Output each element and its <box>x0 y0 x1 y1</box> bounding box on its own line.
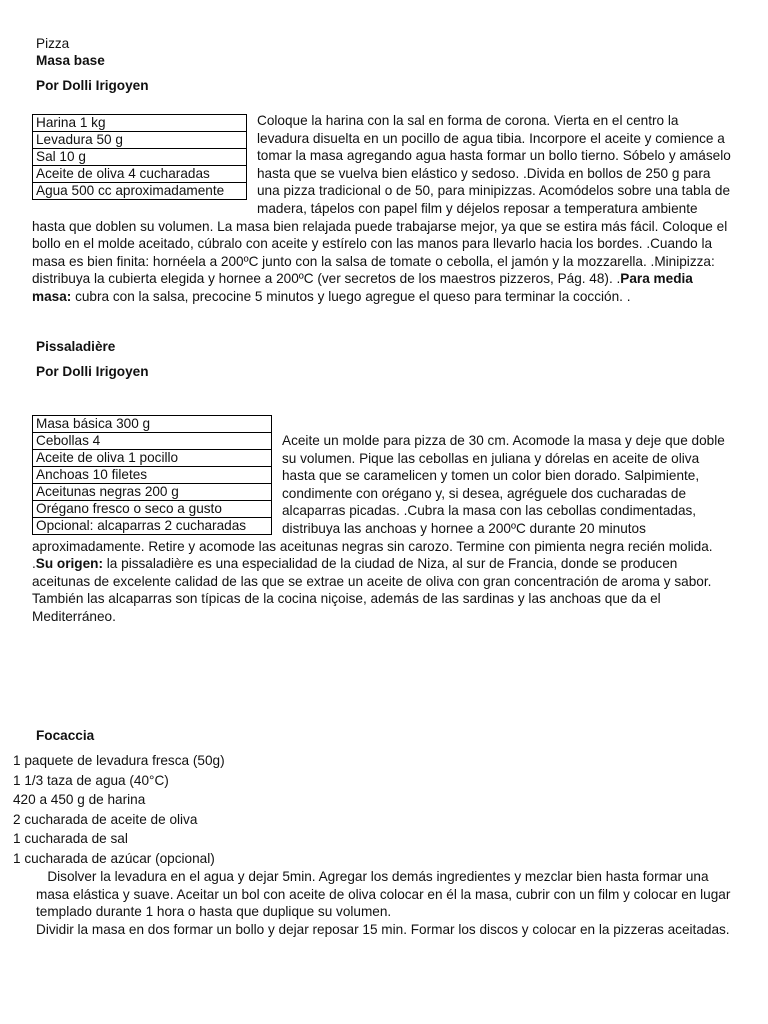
pissaladiere-title: Pissaladière <box>36 339 116 354</box>
list-item: 1 cucharada de sal <box>13 831 128 846</box>
pizza-recipe <box>32 112 732 306</box>
ingredient-cell: Aceite de oliva 1 pocillo <box>33 450 272 467</box>
ingredient-cell: Opcional: alcaparras 2 cucharadas <box>33 518 272 535</box>
table-row <box>33 132 247 149</box>
list-item: 1 cucharada de azúcar (opcional) <box>13 850 215 866</box>
ingredient-cell: Levadura 50 g <box>33 132 247 149</box>
ingredient-cell: Orégano fresco o seco a gusto <box>33 501 272 518</box>
focaccia-paragraph-2: Dividir la masa en dos formar un bollo y dejar reposar 15 min. Formar los discos y colocar en la pizzeras aceitadas. <box>36 921 730 937</box>
pizza-header <box>36 35 736 94</box>
list-item: 1 paquete de levadura fresca (50g) <box>13 753 225 768</box>
pissaladiere-note-text: la pissaladière es una especialidad de la ciudad de Niza, al sur de Francia, donde se producen aceitunas de excelente calidad de las que se extrae un aceite de oliva con gran concentración de aroma y sabor. También las alcaparras son típicas de la cocina niçoise, además de las sardinas y las anchoas que da el Mediterráneo. <box>32 556 712 624</box>
pizza-category: Pizza <box>36 36 70 51</box>
table-row <box>33 115 247 132</box>
table-row <box>33 183 247 200</box>
pissaladiere-ingredients-table <box>32 415 272 535</box>
ingredient-cell: Harina 1 kg <box>33 115 247 132</box>
focaccia-title: Focaccia <box>36 728 95 743</box>
ingredient-cell: Masa básica 300 g <box>33 416 272 433</box>
list-item: 420 a 450 g de harina <box>13 792 146 807</box>
table-row <box>33 416 272 433</box>
list-item: 1 1/3 taza de agua (40°C) <box>13 772 169 788</box>
ingredient-cell: Anchoas 10 filetes <box>33 467 272 484</box>
pizza-title: Masa base <box>36 53 105 68</box>
ingredient-cell: Cebollas 4 <box>33 433 272 450</box>
table-row <box>33 467 272 484</box>
table-row <box>33 450 272 467</box>
ingredient-cell: Aceite de oliva 4 cucharadas <box>33 166 247 183</box>
pissaladiere-instructions: Aceite un molde para pizza de 30 cm. Acomode la masa y deje que doble su volumen. Pique las cebollas en juliana y dórelas en aceite de oliva hasta que se caramelicen y tomen un color bien dorado. Salpimiente, condimente con orégano y, si desea, agréguele dos cucharadas de alcaparras picadas. .Cubra la masa con las cebollas condimentadas, distribuya las anchoas y hornee a 200ºC durante 20 minutos aproximadamente. Retire y acomode las aceitunas negras sin carozo. Termine con pimienta negra recién molida. . <box>32 433 725 572</box>
pissaladiere-recipe <box>32 413 732 626</box>
focaccia-paragraph-1: Disolver la levadura en el agua y dejar 5min. Agregar los demás ingredientes y mezclar bien hasta formar una masa elástica y suave. Aceitar un bol con aceite de oliva colocar en él la masa, cubrir con un film y colocar en lugar templado durante 1 hora o hasta que duplique su volumen. <box>36 869 735 920</box>
table-row <box>33 433 272 450</box>
table-row <box>33 501 272 518</box>
pissaladiere-note-label: Su origen: <box>35 556 103 572</box>
list-item: 2 cucharada de aceite de oliva <box>13 811 198 827</box>
focaccia-instructions <box>36 868 734 938</box>
table-row <box>33 484 272 501</box>
pizza-ingredients-table <box>32 114 247 200</box>
pizza-note-text: cubra con la salsa, precocine 5 minutos y luego agregue el queso para terminar la cocción. . <box>71 288 631 304</box>
pizza-note-label: Para media masa: <box>32 271 693 304</box>
pizza-author: Por Dolli Irigoyen <box>36 78 149 93</box>
table-row <box>33 166 247 183</box>
ingredient-cell: Agua 500 cc aproximadamente <box>33 183 247 200</box>
pissaladiere-header <box>36 338 736 380</box>
pizza-instructions: Coloque la harina con la sal en forma de corona. Vierta en el centro la levadura disuelta en un pocillo de agua tibia. Incorpore el aceite y comience a tomar la masa agregando agua hasta formar un bollo tierno. Sóbelo y amáselo hasta que se vuelva bien elástico y sedoso. .Divida en bollos de 250 g para una pizza tradicional o de 50, para minipizzas. Acomódelos sobre una tabla de madera, tápelos con papel film y déjelos reposar a temperatura ambiente hasta que doblen su volumen. La masa bien relajada puede trabajarse mejor, ya que se estira más fácil. Coloque el bollo en el molde aceitado, cúbralo con aceite y estírelo con las manos para llevarlo hacia los bordes. .Cuando la masa es bien finita: hornéela a 200ºC junto con la salsa de tomate o cebolla, el jamón y la mozzarella. .Minipizza: distribuya la cubierta elegida y hornee a 200ºC (ver secretos de los maestros pizzeros, Pág. 48). . <box>32 113 731 287</box>
ingredient-cell: Sal 10 g <box>33 149 247 166</box>
table-row <box>33 149 247 166</box>
pissaladiere-author: Por Dolli Irigoyen <box>36 364 149 379</box>
table-row <box>33 518 272 535</box>
ingredient-cell: Aceitunas negras 200 g <box>33 484 272 501</box>
focaccia-ingredients-list <box>13 751 753 868</box>
